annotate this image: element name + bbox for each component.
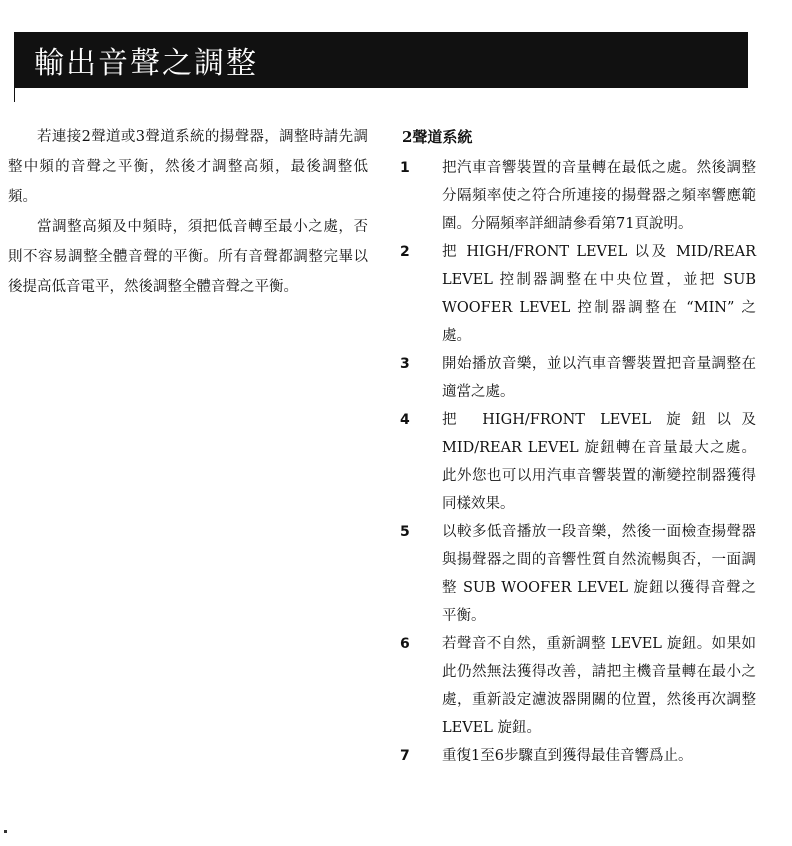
title-tick-mark	[14, 88, 15, 102]
step-text: 以較多低音播放一段音樂，然後一面檢查揚聲器與揚聲器之間的音響性質自然流暢與否，一面調整 SUB WOOFER LEVEL 旋鈕以獲得音聲之平衡。	[442, 524, 756, 624]
intro-paragraph-1: 若連接2聲道或3聲道系統的揚聲器，調整時請先調整中頻的音聲之平衡，然後才調整高頻，最後調整低頻。	[8, 129, 368, 205]
intro-paragraph-2: 當調整高頻及中頻時，須把低音轉至最小之處，否則不容易調整全體音聲的平衡。所有音聲都調整完畢以後提高低音電平，然後調整全體音聲之平衡。	[8, 219, 368, 295]
section-heading: 2聲道系統	[402, 128, 473, 146]
step-number: 6	[400, 636, 410, 652]
step-3	[400, 350, 756, 406]
step-text: 把 HIGH/FRONT LEVEL 以及 MID/REAR LEVEL 控制器調整在中央位置，並把 SUB WOOFER LEVEL 控制器調整在 “MIN” 之處。	[442, 244, 756, 344]
intro-column	[8, 122, 368, 302]
step-number: 7	[400, 748, 410, 764]
step-6	[400, 630, 756, 742]
step-4	[400, 406, 756, 518]
steps-column	[400, 122, 756, 770]
step-1	[400, 154, 756, 238]
step-text: 把 HIGH/FRONT LEVEL 旋鈕以及 MID/REAR LEVEL 旋鈕轉在音量最大之處。此外您也可以用汽車音響裝置的漸變控制器獲得同樣效果。	[442, 412, 756, 512]
page-corner-mark	[4, 830, 7, 833]
step-text: 把汽車音響裝置的音量轉在最低之處。然後調整分隔頻率使之符合所連接的揚聲器之頻率響應範圍。分隔頻率詳細請參看第71頁說明。	[442, 160, 756, 232]
step-number: 4	[400, 412, 410, 428]
step-2	[400, 238, 756, 350]
page-title: 輸出音聲之調整	[34, 46, 258, 81]
step-7	[400, 742, 756, 770]
step-text: 重復1至6步驟直到獲得最佳音響爲止。	[442, 748, 693, 764]
step-number: 3	[400, 356, 410, 372]
step-5	[400, 518, 756, 630]
step-number: 2	[400, 244, 410, 260]
step-text: 若聲音不自然，重新調整 LEVEL 旋鈕。如果如此仍然無法獲得改善，請把主機音量轉在最小之處，重新設定濾波器開關的位置，然後再次調整 LEVEL 旋鈕。	[442, 636, 756, 736]
step-text: 開始播放音樂，並以汽車音響裝置把音量調整在適當之處。	[442, 356, 756, 400]
title-bar	[14, 32, 748, 88]
step-number: 1	[400, 160, 410, 176]
step-number: 5	[400, 524, 410, 540]
